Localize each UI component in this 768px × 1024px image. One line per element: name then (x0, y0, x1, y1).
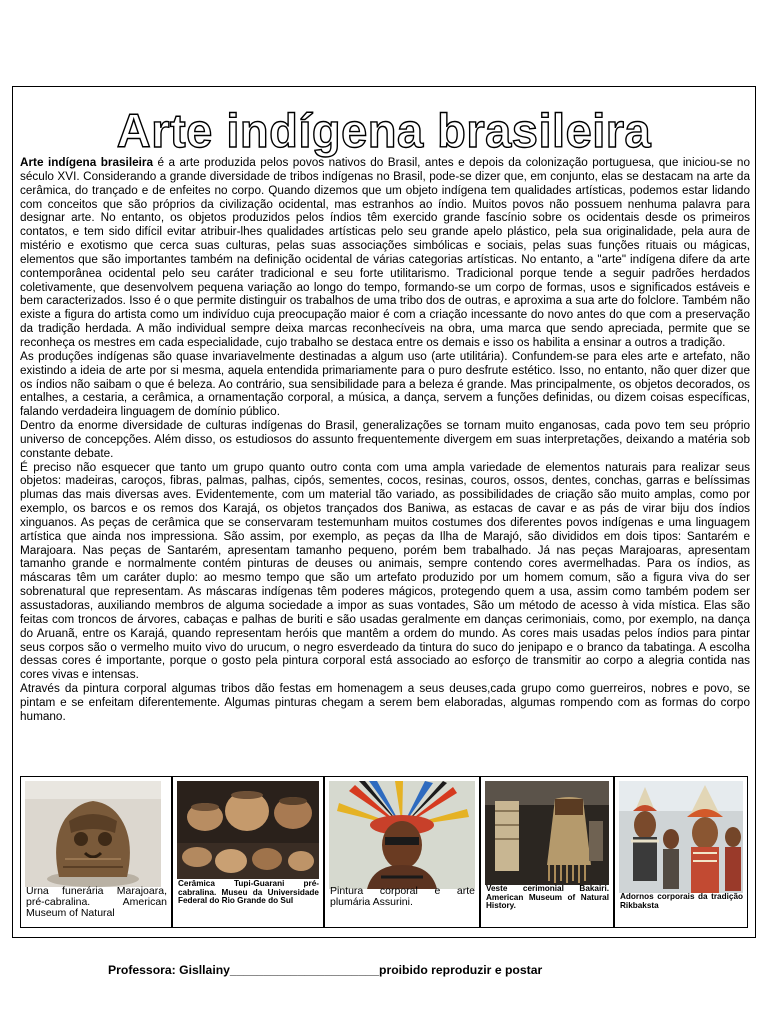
gallery-item-funerary-urn (20, 776, 172, 928)
paragraph-1-text: é a arte produzida pelos povos nativos do Brasil, antes e depois da colonização portuguesa, que iniciou-se no século XVI. Considerando a grande diversidade de tribos indígenas no Brasil, pode-se dizer que, em conjunto, elas se destacam na arte da cerâmica, do trançado e de enfeites no corpo. Quando dizemos que um objeto indígena tem qualidades artísticas, podemos estar lidando com conceitos que são próprios da civilização ocidental, mas estranhos ao índio. Muitos povos não possuem nenhuma palavra para designar arte. No entanto, os objetos produzidos pelos índios têm exercido grande fascínio sobre os ocidentais desde os primeiros contatos, e tem sido difícil evitar atribuir-lhes qualidades artísticas pelo seu grande apelo plástico, pela sua originalidade, pela aura de mistério e exotismo que cerca suas culturas, pelas suas associações simbólicas e sociais, pelas suas funções rituais ou mágicas, elementos que são importantes também na definição ocidental de várias categorias artísticas. No entanto, a "arte" indígena difere da arte contemporânea ocidental pelo seu caráter tradicional e seu forte utilitarismo. Tradicional porque tende a seguir padrões herdados coletivamente, que desenvolvem pequena variação ao longo do tempo, formando-se um corpo de formas, usos e significados estáveis e bem caracterizados. Isso é o que permite distinguir os trabalhos de uma tribo dos de outras, e aproxima a sua arte do folclore. Também não existe a figura do artista como um indivíduo cuja preocupação maior é com a criação incessante do novo antes do que com a preservação da tradição herdada. A mão individual sempre deixa marcas reconhecíveis na obra, uma marca que sendo apreciada, permite que se reconheça os mestres em cada especialidade, cujo trabalho se destaca entre os demais e isso os habilita a ensinar a outros a tradição. (20, 156, 750, 349)
bakairi-ceremonial-garment-photo (485, 781, 609, 885)
rikbaksta-adornments-photo (619, 781, 743, 893)
gallery-item-assurini (324, 776, 480, 928)
caption-bakairi: Veste cerimonial Bakairi. American Museum of Natural History. (486, 884, 609, 911)
gallery-item-ceramics (172, 776, 324, 928)
paragraph-4: É preciso não esquecer que tanto um grupo quanto outro conta com uma ampla variedade de elementos naturais para realizar seus objetos: madeiras, caroços, fibras, palmas, palhas, cipós, sementes, cocos, resinas, couros, ossos, dentes, conchas, garras e belíssimas plumas das mais diversas aves. Evidentemente, com um material tão variado, as possibilidades de criação são muito amplas, como por exemplo, os barcos e os remos dos Karajá, os objetos trançados dos Baniwa, as estacas de cavar e as pás de virar biju dos índios xinguanos. As peças de cerâmica que se conservaram testemunham muitos costumes dos diferentes povos indígenas e uma linguagem artística que ainda nos impressiona. São assim, por exemplo, as peças da Ilha de Marajó, são divididos em dois tipos: Santarém e Marajoara. Nas peças de Santarém, apresentam tamanho pequeno, porém bem trabalhado. Já nas peças Marajoaras, apresentam tamanho grande e normalmente contém pinturas de deuses ou animais, sempre contendo cores avermelhadas. Para os índios, as máscaras têm um caráter duplo: ao mesmo tempo que são um artefato produzido por um homem comum, são a figura viva do ser sobrenatural que representam. As máscaras indígenas têm poderes mágicos, protegendo quem a usa, assim como também podem ser assustadoras, auxiliando membros de alguma sociedade a impor as suas vontades, São um método de acesso à vida mística. Elas são feitas com troncos de árvores, cabaças e palhas de buriti e são usadas geralmente em danças cerimoniais, como, por exemplo, na dança do Aruanã, entre os Karajá, quando representam heróis que mantêm a ordem do mundo. As cores mais usadas pelos índios para pintar seus corpos são o vermelho muito vivo do urucum, o negro esverdeado da tintura do suco do jenipapo e o branco da tabatinga. A escolha dessas cores é importante, porque o gosto pela pintura corporal está associado ao esforço de transmitir ao corpo a alegria contida nas cores vivas e intensas. (20, 460, 750, 682)
footer-note: Professora: Gisllainy______________________proibido reproduzir e postar (108, 963, 543, 977)
image-gallery (20, 776, 748, 928)
article-body (20, 156, 750, 724)
caption-funerary-urn: Urna funerária Marajoara, pré-cabralina. American Museum of Natural (26, 885, 167, 920)
tupi-guarani-ceramics-photo (177, 781, 319, 879)
caption-rikbaksta: Adornos corporais da tradição Rikbaksta (620, 892, 743, 910)
paragraph-1 (20, 156, 750, 350)
caption-ceramics: Cerâmica Tupi-Guarani pré-cabralina. Museu da Universidade Federal do Rio Grande do Sul (178, 879, 319, 906)
page-title: Arte indígena brasileira (116, 104, 652, 157)
assurini-feather-headdress-photo (329, 781, 475, 889)
gallery-item-bakairi (480, 776, 614, 928)
paragraph-3: Dentro da enorme diversidade de culturas indígenas do Brasil, generalizações se tornam muito enganosas, cada povo tem seu próprio universo de concepções. Além disso, os estudiosos do assunto frequentemente divergem em suas interpretações, deixando a matéria sob constante debate. (20, 419, 750, 460)
gallery-item-rikbaksta (614, 776, 748, 928)
paragraph-2: As produções indígenas são quase invariavelmente destinadas a algum uso (arte utilitária). Confundem-se para eles arte e artefato, não existindo a ideia de arte por si mesma, aquela entendida primariamente para o puro desfrute estético. Isso, no entanto, não quer dizer que os índios não saibam o que é beleza. Ao contrário, sua sensibilidade para a beleza é grande. Mas principalmente, os objetos decorados, os entalhes, a cestaria, a cerâmica, a ornamentação corporal, a música, a dança, servem a funções definidas, ou dizem coisas específicas, falando verdadeira linguagem de domínio público. (20, 349, 750, 419)
caption-assurini: Pintura corporal e arte plumária Assurini. (330, 885, 475, 909)
intro-term: Arte indígena brasileira (20, 156, 153, 169)
marajoara-funerary-urn-photo (25, 781, 161, 887)
paragraph-5: Através da pintura corporal algumas tribos dão festas em homenagem a seus deuses,cada grupo como guerreiros, nobres e povo, se pintam e se enfeitam diferentemente. Algumas pinturas chegam a serem bem elaboradas, algumas rompendo com as formas do corpo humano. (20, 682, 750, 723)
